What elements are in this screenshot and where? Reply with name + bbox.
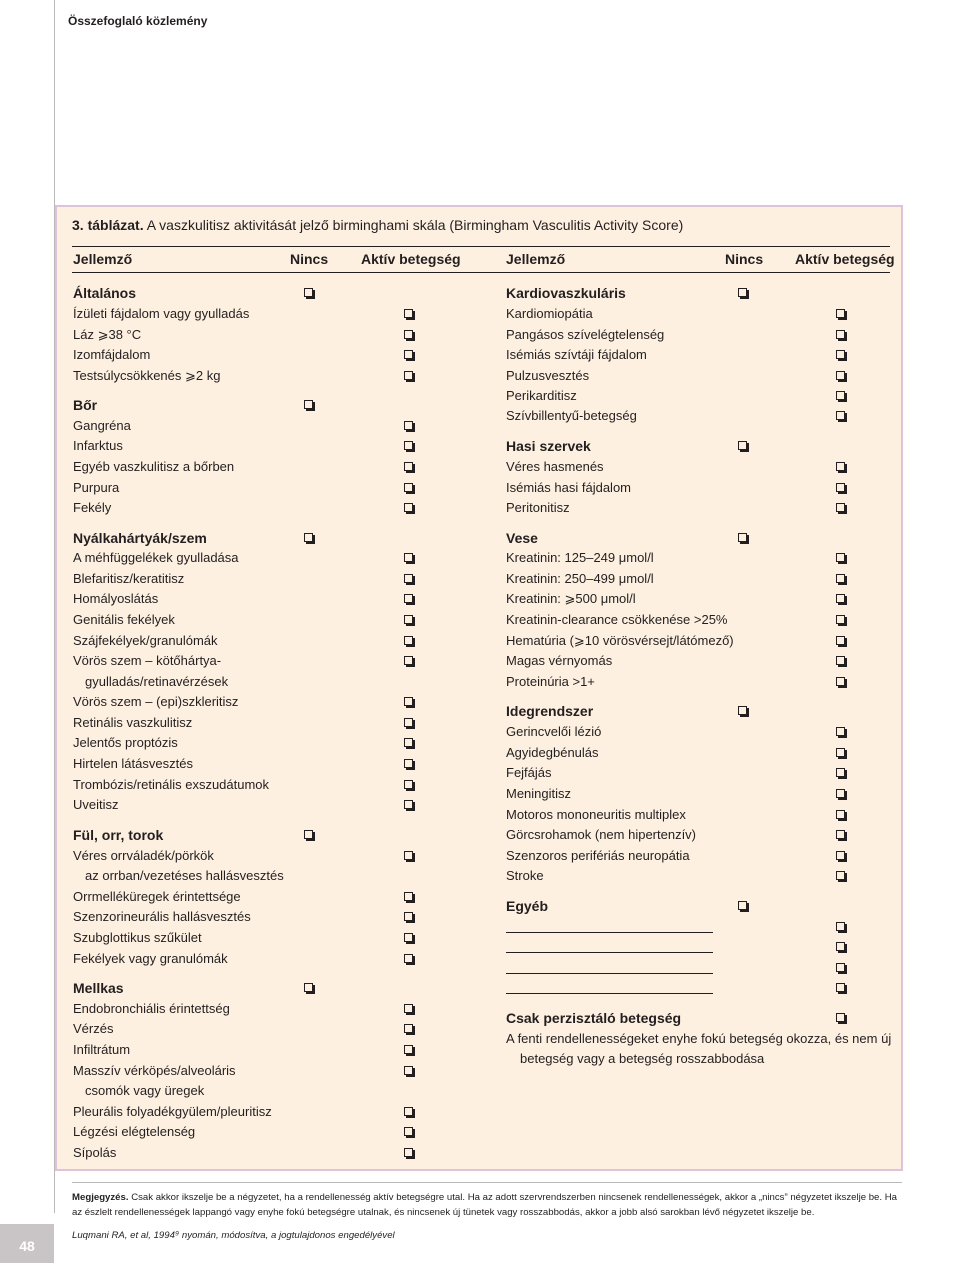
write-in-line[interactable] bbox=[506, 993, 713, 994]
left-item: gyulladás/retinavérzések bbox=[85, 674, 229, 689]
right-item: Szenzoros perifériás neuropátia bbox=[506, 848, 690, 863]
right-item: Hematúria (⩾10 vörösvérsejt/látómező) bbox=[506, 633, 734, 648]
left-item: Homályoslátás bbox=[73, 591, 159, 606]
right-item: Proteinúria >1+ bbox=[506, 674, 595, 689]
caption-text: A vaszkulitisz aktivitását jelző birminghami skála (Birmingham Vasculitis Activity Score) bbox=[143, 217, 684, 233]
left-item: Vörös szem – (epi)szkleritisz bbox=[73, 694, 239, 709]
table-source: Luqmani RA, et al, 1994⁹ nyomán, módosítva, a jogtulajdonos engedélyével bbox=[72, 1230, 395, 1241]
aktiv-checkbox[interactable] bbox=[404, 1107, 413, 1116]
left-item: Fekélyek vagy granulómák bbox=[73, 951, 228, 966]
left-item: Fekély bbox=[73, 500, 112, 515]
aktiv-checkbox[interactable] bbox=[836, 1013, 845, 1022]
header-nincs-left: Nincs bbox=[290, 251, 329, 267]
page-header: Összefoglaló közlemény bbox=[68, 14, 208, 28]
aktiv-checkbox[interactable] bbox=[836, 350, 845, 359]
caption-label: 3. táblázat. bbox=[72, 217, 144, 233]
left-item: Egyéb vaszkulitisz a bőrben bbox=[73, 459, 235, 474]
header-jellemzo-right: Jellemző bbox=[506, 251, 566, 267]
header-aktiv-left: Aktív betegség bbox=[361, 251, 461, 267]
aktiv-checkbox[interactable] bbox=[404, 1127, 413, 1136]
aktiv-checkbox[interactable] bbox=[404, 421, 413, 430]
nincs-checkbox[interactable] bbox=[738, 288, 747, 297]
aktiv-checkbox[interactable] bbox=[836, 830, 845, 839]
right-item: A fenti rendellenességeket enyhe fokú betegség okozza, és nem új bbox=[506, 1031, 892, 1046]
aktiv-checkbox[interactable] bbox=[404, 309, 413, 318]
aktiv-checkbox[interactable] bbox=[836, 330, 845, 339]
left-item: Testsúlycsökkenés ⩾2 kg bbox=[73, 368, 221, 383]
left-item: Izomfájdalom bbox=[73, 347, 151, 362]
nincs-checkbox[interactable] bbox=[304, 830, 313, 839]
aktiv-checkbox[interactable] bbox=[404, 851, 413, 860]
aktiv-checkbox[interactable] bbox=[404, 759, 413, 768]
right-item: Görcsrohamok (nem hipertenzív) bbox=[506, 827, 697, 842]
left-item: Szenzorineurális hallásvesztés bbox=[73, 909, 251, 924]
aktiv-checkbox[interactable] bbox=[836, 656, 845, 665]
right-item: Kreatinin: ⩾500 μmol/l bbox=[506, 591, 636, 606]
aktiv-checkbox[interactable] bbox=[836, 574, 845, 583]
aktiv-checkbox[interactable] bbox=[404, 503, 413, 512]
left-item: Ízületi fájdalom vagy gyulladás bbox=[73, 306, 250, 321]
left-item: Purpura bbox=[73, 480, 120, 495]
aktiv-checkbox[interactable] bbox=[404, 330, 413, 339]
note-text: Csak akkor ikszelje be a négyzetet, ha a rendellenesség aktív betegségre utal. Ha az adott szervrendszerben nincsenek rendellenességek, akkor a „nincs” négyzetet ikszelje be. Ha az észlelt rendellenességek lappangó vagy enyhe fokú betegségre utalnak, és nincsenek új tünetek vagy rosszabbodás, akkor a jobb alsó sarokban lévő négyzetet ikszelje be. bbox=[72, 1192, 897, 1218]
right-category: Hasi szervek bbox=[506, 438, 591, 454]
left-category: Mellkas bbox=[73, 980, 124, 996]
aktiv-checkbox[interactable] bbox=[836, 963, 845, 972]
left-item: Jelentős proptózis bbox=[73, 735, 178, 750]
aktiv-checkbox[interactable] bbox=[836, 942, 845, 951]
aktiv-checkbox[interactable] bbox=[836, 636, 845, 645]
aktiv-checkbox[interactable] bbox=[404, 656, 413, 665]
left-item: Uveitisz bbox=[73, 797, 119, 812]
aktiv-checkbox[interactable] bbox=[836, 871, 845, 880]
left-category: Nyálkahártyák/szem bbox=[73, 530, 207, 546]
write-in-line[interactable] bbox=[506, 973, 713, 974]
left-item: A méhfüggelékek gyulladása bbox=[73, 550, 239, 565]
left-item: Orrmelléküregek érintettsége bbox=[73, 889, 241, 904]
left-item: Trombózis/retinális exszudátumok bbox=[73, 777, 270, 792]
left-item: Gangréna bbox=[73, 418, 131, 433]
right-category: Vese bbox=[506, 530, 538, 546]
right-category: Csak perzisztáló betegség bbox=[506, 1010, 682, 1026]
right-category: Kardiovaszkuláris bbox=[506, 285, 626, 301]
left-item: Masszív vérköpés/alveoláris bbox=[73, 1063, 236, 1078]
nincs-checkbox[interactable] bbox=[304, 983, 313, 992]
aktiv-checkbox[interactable] bbox=[404, 574, 413, 583]
right-category: Egyéb bbox=[506, 898, 549, 914]
aktiv-checkbox[interactable] bbox=[404, 636, 413, 645]
right-item: Kreatinin: 250–499 μmol/l bbox=[506, 571, 654, 586]
right-item: Fejfájás bbox=[506, 765, 552, 780]
right-item: Peritonitisz bbox=[506, 500, 570, 515]
header-rule-top bbox=[72, 246, 890, 247]
aktiv-checkbox[interactable] bbox=[836, 677, 845, 686]
nincs-checkbox[interactable] bbox=[738, 901, 747, 910]
aktiv-checkbox[interactable] bbox=[404, 1148, 413, 1157]
aktiv-checkbox[interactable] bbox=[836, 371, 845, 380]
aktiv-checkbox[interactable] bbox=[404, 371, 413, 380]
left-item: az orrban/vezetéses hallásvesztés bbox=[85, 868, 284, 883]
aktiv-checkbox[interactable] bbox=[836, 462, 845, 471]
left-category: Általános bbox=[73, 285, 137, 301]
right-item: Kreatinin: 125–249 μmol/l bbox=[506, 550, 654, 565]
right-item: Kardiomiopátia bbox=[506, 306, 593, 321]
aktiv-checkbox[interactable] bbox=[836, 748, 845, 757]
left-category: Bőr bbox=[73, 397, 98, 413]
right-item: Isémiás hasi fájdalom bbox=[506, 480, 631, 495]
aktiv-checkbox[interactable] bbox=[836, 789, 845, 798]
aktiv-checkbox[interactable] bbox=[404, 738, 413, 747]
aktiv-checkbox[interactable] bbox=[836, 594, 845, 603]
write-in-line[interactable] bbox=[506, 952, 713, 953]
aktiv-checkbox[interactable] bbox=[836, 851, 845, 860]
aktiv-checkbox[interactable] bbox=[404, 350, 413, 359]
nincs-checkbox[interactable] bbox=[304, 400, 313, 409]
right-item: betegség vagy a betegség rosszabbodása bbox=[520, 1051, 765, 1066]
aktiv-checkbox[interactable] bbox=[404, 954, 413, 963]
left-item: Genitális fekélyek bbox=[73, 612, 175, 627]
right-item: Perikarditisz bbox=[506, 388, 577, 403]
aktiv-checkbox[interactable] bbox=[836, 727, 845, 736]
aktiv-checkbox[interactable] bbox=[836, 391, 845, 400]
write-in-line[interactable] bbox=[506, 932, 713, 933]
right-item: Pangásos szívelégtelenség bbox=[506, 327, 665, 342]
left-item: Sípolás bbox=[73, 1145, 117, 1160]
aktiv-checkbox[interactable] bbox=[836, 922, 845, 931]
left-item: Endobronchiális érintettség bbox=[73, 1001, 230, 1016]
aktiv-checkbox[interactable] bbox=[836, 483, 845, 492]
left-item: Infarktus bbox=[73, 438, 123, 453]
left-item: Blefaritisz/keratitisz bbox=[73, 571, 185, 586]
left-category: Fül, orr, torok bbox=[73, 827, 164, 843]
aktiv-checkbox[interactable] bbox=[404, 697, 413, 706]
right-item: Stroke bbox=[506, 868, 544, 883]
left-item: Pleurális folyadékgyülem/pleuritisz bbox=[73, 1104, 272, 1119]
left-item: Retinális vaszkulitisz bbox=[73, 715, 193, 730]
aktiv-checkbox[interactable] bbox=[404, 441, 413, 450]
aktiv-checkbox[interactable] bbox=[836, 309, 845, 318]
aktiv-checkbox[interactable] bbox=[404, 718, 413, 727]
aktiv-checkbox[interactable] bbox=[404, 1004, 413, 1013]
right-item: Gerincvelői lézió bbox=[506, 724, 602, 739]
right-item: Pulzusvesztés bbox=[506, 368, 590, 383]
aktiv-checkbox[interactable] bbox=[404, 462, 413, 471]
header-aktiv-right: Aktív betegség bbox=[795, 251, 895, 267]
left-item: Szubglottikus szűkület bbox=[73, 930, 202, 945]
nincs-checkbox[interactable] bbox=[738, 706, 747, 715]
right-item: Magas vérnyomás bbox=[506, 653, 613, 668]
aktiv-checkbox[interactable] bbox=[404, 483, 413, 492]
aktiv-checkbox[interactable] bbox=[404, 933, 413, 942]
page-number: 48 bbox=[0, 1224, 54, 1263]
header-nincs-right: Nincs bbox=[725, 251, 764, 267]
aktiv-checkbox[interactable] bbox=[404, 615, 413, 624]
nincs-checkbox[interactable] bbox=[738, 441, 747, 450]
right-item: Motoros mononeuritis multiplex bbox=[506, 807, 686, 822]
left-item: Hirtelen látásvesztés bbox=[73, 756, 193, 771]
nincs-checkbox[interactable] bbox=[304, 533, 313, 542]
aktiv-checkbox[interactable] bbox=[836, 553, 845, 562]
header-jellemzo-left: Jellemző bbox=[73, 251, 133, 267]
aktiv-checkbox[interactable] bbox=[836, 768, 845, 777]
left-item: csomók vagy üregek bbox=[85, 1083, 205, 1098]
left-item: Szájfekélyek/granulómák bbox=[73, 633, 218, 648]
aktiv-checkbox[interactable] bbox=[836, 810, 845, 819]
aktiv-checkbox[interactable] bbox=[404, 594, 413, 603]
aktiv-checkbox[interactable] bbox=[404, 1024, 413, 1033]
right-item: Szívbillentyű-betegség bbox=[506, 408, 637, 423]
header-rule-bottom bbox=[72, 272, 890, 273]
aktiv-checkbox[interactable] bbox=[836, 983, 845, 992]
note-label: Megjegyzés. bbox=[72, 1192, 129, 1203]
aktiv-checkbox[interactable] bbox=[404, 553, 413, 562]
right-item: Agyidegbénulás bbox=[506, 745, 599, 760]
left-item: Légzési elégtelenség bbox=[73, 1124, 196, 1139]
left-item: Infiltrátum bbox=[73, 1042, 131, 1057]
nincs-checkbox[interactable] bbox=[738, 533, 747, 542]
note-divider bbox=[72, 1182, 902, 1183]
right-item: Kreatinin-clearance csökkenése >25% bbox=[506, 612, 728, 627]
right-item: Meningitisz bbox=[506, 786, 572, 801]
left-item: Vörös szem – kötőhártya- bbox=[73, 653, 222, 668]
left-item: Láz ⩾38 °C bbox=[73, 327, 142, 342]
left-item: Véres orrváladék/pörkök bbox=[73, 848, 214, 863]
aktiv-checkbox[interactable] bbox=[404, 1045, 413, 1054]
right-item: Véres hasmenés bbox=[506, 459, 604, 474]
right-category: Idegrendszer bbox=[506, 703, 594, 719]
aktiv-checkbox[interactable] bbox=[404, 780, 413, 789]
aktiv-checkbox[interactable] bbox=[404, 912, 413, 921]
right-item: Isémiás szívtáji fájdalom bbox=[506, 347, 647, 362]
table-caption bbox=[72, 217, 683, 233]
aktiv-checkbox[interactable] bbox=[404, 892, 413, 901]
left-item: Vérzés bbox=[73, 1021, 114, 1036]
aktiv-checkbox[interactable] bbox=[404, 800, 413, 809]
aktiv-checkbox[interactable] bbox=[836, 411, 845, 420]
nincs-checkbox[interactable] bbox=[304, 288, 313, 297]
aktiv-checkbox[interactable] bbox=[836, 503, 845, 512]
aktiv-checkbox[interactable] bbox=[836, 615, 845, 624]
table-note bbox=[72, 1190, 902, 1220]
aktiv-checkbox[interactable] bbox=[404, 1066, 413, 1075]
